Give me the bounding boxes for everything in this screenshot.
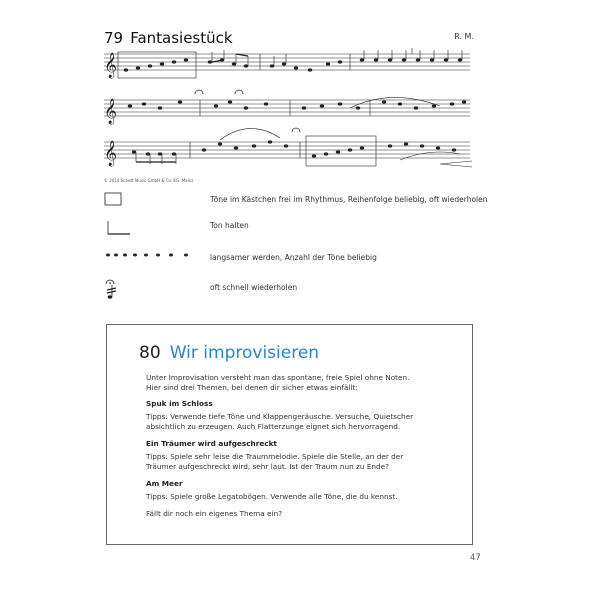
closing-question: Fällt dir noch ein eigenes Thema ein?: [146, 509, 283, 518]
section-heading: Wir improvisieren: [169, 343, 320, 363]
dotted-notes-icon: [104, 249, 194, 269]
rectangle-box-icon: [104, 191, 194, 211]
section-number: 80: [139, 343, 161, 363]
legend-text: oft schnell wiederholen: [210, 283, 298, 292]
fermata-tremolo-icon: [104, 279, 194, 299]
theme-tip: Träumer aufgeschreckt wird, sehr laut. Ist der Traum nun zu Ende?: [146, 462, 390, 471]
legend-text: Töne im Kästchen frei im Rhythmus, Reihenfolge beliebig, oft wiederholen: [210, 195, 488, 204]
piece-composer: R. M.: [454, 32, 474, 41]
piece-number: 79: [104, 29, 124, 47]
improv-box: [306, 136, 376, 166]
treble-clef-icon: 𝄞: [104, 141, 118, 166]
legend-item-tremolo: [104, 279, 484, 299]
treble-clef-icon: 𝄞: [104, 99, 118, 124]
theme-tip: absichtlich zu erzeugen. Auch Flatterzunge eignet sich hervorragend.: [146, 422, 401, 431]
legend-item-box: [104, 191, 488, 211]
legend-text: Ton halten: [210, 221, 249, 230]
legend-item-sustain: [104, 217, 484, 237]
music-score: [100, 48, 476, 176]
theme-title: Am Meer: [146, 479, 183, 488]
staff-line-1: [104, 54, 470, 70]
legend-text: langsamer werden, Anzahl der Töne beliebig: [210, 253, 377, 262]
page-number: 47: [470, 553, 481, 563]
copyright-notice: © 2014 Schott Music GmbH & Co. KG, Mainz: [104, 178, 194, 183]
piece-header: [104, 28, 474, 48]
staff-line-3: [104, 142, 470, 158]
theme-tip: Tipps: Verwende tiefe Töne und Klappengeräusche. Versuche, Quietscher: [146, 412, 414, 421]
theme-tip: Tipps: Spiele große Legatobögen. Verwende alle Töne, die du kennst.: [146, 492, 398, 501]
theme-title: Spuk im Schloss: [146, 399, 213, 408]
intro-text: Hier sind drei Themen, bei denen dir sicher etwas einfällt:: [146, 383, 358, 392]
theme-title: Ein Träumer wird aufgeschreckt: [146, 439, 277, 448]
section-title: [139, 343, 319, 363]
section-content: [146, 373, 446, 519]
legend-item-dotted: [104, 249, 484, 269]
improvisation-box: [106, 324, 473, 545]
theme-tip: Tipps: Spiele sehr leise die Traummelodie. Spiele die Stelle, an der der: [146, 452, 404, 461]
piece-title: Fantasiestück: [130, 29, 233, 47]
treble-clef-icon: 𝄞: [104, 53, 118, 78]
improv-box: [118, 52, 196, 78]
sustain-line-icon: [104, 217, 194, 237]
intro-text: Unter Improvisation versteht man das spontane, freie Spiel ohne Noten.: [146, 373, 410, 382]
